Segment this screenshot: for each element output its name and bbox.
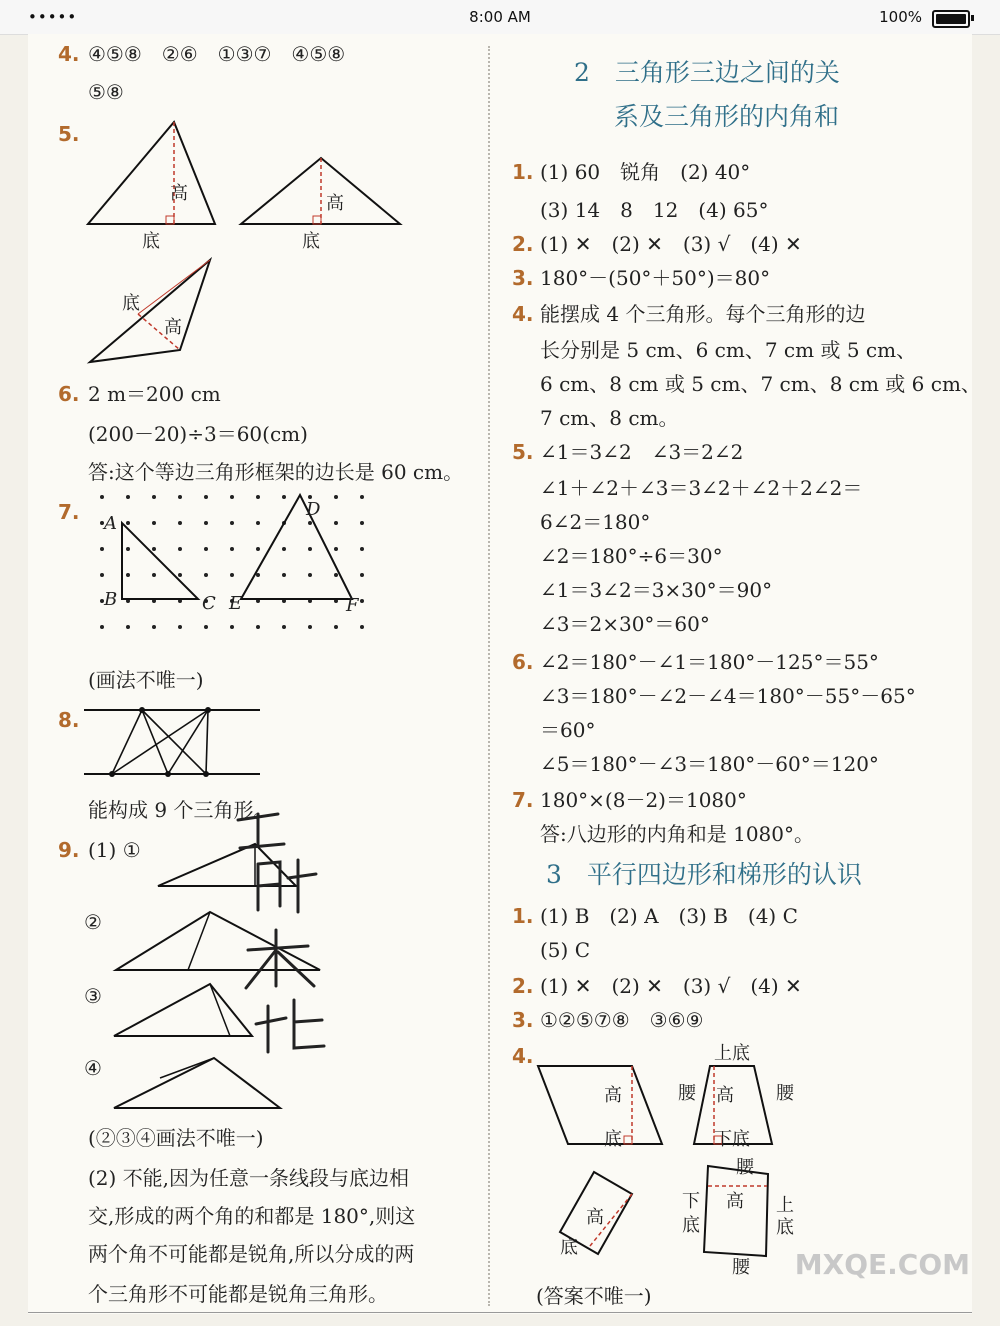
q9-part2-line1: (2) 不能,因为任意一条线段与底边相 [88, 1166, 410, 1190]
grid-dot [100, 547, 104, 551]
rot-trap-leg-top: 腰 [736, 1157, 754, 1178]
s3-q2-line1: (1) ✕ (2) ✕ (3) √ (4) ✕ [540, 974, 802, 998]
grid-dot [256, 573, 260, 577]
q9-case4: ④ [84, 1056, 102, 1080]
grid-dot [360, 547, 364, 551]
q7-number: 7. [58, 500, 80, 524]
rot-trap-bottom-1: 下 [682, 1191, 700, 1212]
s2-q7-line1: 180°×(8－2)＝1080° [540, 788, 747, 812]
s2-q1-line1: (1) 60 锐角 (2) 40° [540, 160, 751, 184]
s2-q4-line3: 6 cm、8 cm 或 5 cm、7 cm、8 cm 或 6 cm、 [540, 372, 981, 396]
label-E: E [229, 593, 243, 614]
grid-dot [178, 547, 182, 551]
s2-q6-line3: ＝60° [540, 718, 596, 742]
grid-dot [178, 625, 182, 629]
q5-figures [80, 118, 480, 368]
q4-line2: ⑤⑧ [88, 80, 124, 104]
grid-dot [308, 625, 312, 629]
signal-icon: ••••• [28, 8, 78, 26]
s2-q6-line2: ∠3＝180°－∠2－∠4＝180°－55°－65° [540, 684, 916, 708]
s2-q5-line4: ∠2＝180°÷6＝30° [540, 544, 723, 568]
grid-dot [360, 495, 364, 499]
parallelogram [538, 1066, 662, 1144]
label-D: D [306, 499, 321, 520]
s2-q1-number: 1. [512, 160, 534, 184]
grid-dot [204, 547, 208, 551]
label-C: C [202, 593, 216, 614]
grid-dot [360, 521, 364, 525]
page-bottom-rule [28, 1312, 972, 1313]
q9-part1: (1) ① [88, 838, 141, 862]
para-height-label: 高 [604, 1085, 622, 1106]
acute-triangle [88, 122, 215, 224]
oblique-triangle [90, 260, 210, 362]
rot-trap-height: 高 [726, 1191, 744, 1212]
q9-case2: ② [84, 910, 102, 934]
s2-q6-line1: ∠2＝180°－∠1＝180°－125°＝55° [540, 650, 879, 674]
rot-para-base: 底 [560, 1237, 578, 1258]
s2-q6-line4: ∠5＝180°－∠3＝180°－60°＝120° [540, 752, 879, 776]
grid-dot [360, 599, 364, 603]
q4-line1: ④⑤⑧ ②⑥ ①③⑦ ④⑤⑧ [88, 42, 346, 66]
s2-q4-line1: 能摆成 4 个三角形。每个三角形的边 [540, 302, 866, 326]
handwriting-scribble [228, 800, 338, 1060]
grid-dot [230, 521, 234, 525]
grid-dot [308, 573, 312, 577]
s2-q2-number: 2. [512, 232, 534, 256]
s2-q5-line2: ∠1＋∠2＋∠3＝3∠2＋∠2＋2∠2＝ [540, 476, 863, 500]
s2-q5-line6: ∠3＝2×30°＝60° [540, 612, 710, 636]
grid-dot [334, 573, 338, 577]
grid-dot [256, 625, 260, 629]
q8-answer: 能构成 9 个三角形。 [88, 798, 274, 822]
q9-part2-line3: 两个角不可能都是锐角,所以分成的两 [88, 1242, 415, 1266]
s3-q1-line2: (5) C [540, 938, 590, 962]
rot-trap-top-1: 上 [776, 1195, 794, 1216]
grid-dot [204, 625, 208, 629]
trap-height-label: 高 [716, 1085, 734, 1106]
grid-dot [230, 495, 234, 499]
s2-q4-number: 4. [512, 302, 534, 326]
label-B: B [104, 589, 118, 610]
q5-height-2: 高 [326, 193, 344, 214]
s2-q5-line3: 6∠2＝180° [540, 510, 651, 534]
q9-part2-line2: 交,形成的两个角的和都是 180°,则这 [88, 1204, 416, 1228]
s2-q7-line2: 答:八边形的内角和是 1080°。 [540, 822, 814, 846]
s3-q3-line1: ①②⑤⑦⑧ ③⑥⑨ [540, 1008, 704, 1032]
s2-q5-number: 5. [512, 440, 534, 464]
grid-dot [126, 495, 130, 499]
q9-number: 9. [58, 838, 80, 862]
q5-number: 5. [58, 122, 80, 146]
s3-q1-number: 1. [512, 904, 534, 928]
grid-dot [334, 521, 338, 525]
grid-dot [152, 495, 156, 499]
grid-dot [256, 495, 260, 499]
grid-dot [334, 547, 338, 551]
column-divider [488, 46, 490, 1306]
q4-number: 4. [58, 42, 80, 66]
q5-base-2: 底 [302, 231, 320, 252]
s2-q1-line2: (3) 14 8 12 (4) 65° [540, 198, 769, 222]
q8-number: 8. [58, 708, 80, 732]
grid-dot [126, 573, 130, 577]
trap-leg-right: 腰 [776, 1083, 794, 1104]
section2-title-line2: 系及三角形的内角和 [614, 102, 840, 131]
status-bar [0, 0, 1000, 35]
rot-trap-leg-bottom: 腰 [732, 1257, 750, 1278]
grid-dot [100, 573, 104, 577]
right-triangle-abc [122, 523, 198, 599]
s3-q4-number: 4. [512, 1044, 534, 1068]
grid-dot [152, 547, 156, 551]
rot-trap-top-2: 底 [776, 1217, 794, 1238]
isosceles-triangle-def [241, 495, 352, 599]
grid-dot [126, 547, 130, 551]
s2-q4-line2: 长分别是 5 cm、6 cm、7 cm 或 5 cm、 [540, 338, 917, 362]
grid-dot [230, 625, 234, 629]
grid-dot [360, 573, 364, 577]
q6-line1: 2 m＝200 cm [88, 382, 221, 406]
grid-dot [230, 573, 234, 577]
grid-dot [152, 573, 156, 577]
q5-base-1: 底 [142, 231, 160, 252]
trap-bottom-label: 下底 [714, 1129, 750, 1150]
grid-dot [334, 625, 338, 629]
grid-dot [282, 547, 286, 551]
grid-dot [100, 495, 104, 499]
grid-dot [360, 625, 364, 629]
grid-dot [152, 521, 156, 525]
s3-q3-number: 3. [512, 1008, 534, 1032]
q6-line3: 答:这个等边三角形框架的边长是 60 cm。 [88, 460, 464, 484]
para-base-label: 底 [604, 1129, 622, 1150]
rot-para-height: 高 [586, 1207, 604, 1228]
trap-top-label: 上底 [714, 1043, 750, 1064]
section2-title-line1: 2 三角形三边之间的关 [574, 58, 840, 87]
grid-dot [178, 521, 182, 525]
q8-figure [84, 706, 264, 778]
s3-q1-line1: (1) B (2) A (3) B (4) C [540, 904, 798, 928]
q7-dot-grid [90, 495, 390, 670]
s2-q3-number: 3. [512, 266, 534, 290]
section3-title: 3 平行四边形和梯形的认识 [546, 860, 862, 889]
grid-dot [204, 495, 208, 499]
s2-q7-number: 7. [512, 788, 534, 812]
grid-dot [256, 547, 260, 551]
q9-case3: ③ [84, 984, 102, 1008]
label-F: F [346, 595, 359, 616]
s3-q4-note: (答案不唯一) [536, 1284, 652, 1308]
s2-q5-line5: ∠1＝3∠2＝3×30°＝90° [540, 578, 773, 602]
q5-base-3: 底 [122, 293, 140, 314]
grid-dot [282, 495, 286, 499]
q6-line2: (200－20)÷3＝60(cm) [88, 422, 308, 446]
s2-q4-line4: 7 cm、8 cm。 [540, 406, 679, 430]
q9-note: (②③④画法不唯一) [88, 1126, 264, 1150]
q9-part2-line4: 个三角形不可能都是锐角三角形。 [88, 1282, 388, 1306]
grid-dot [178, 495, 182, 499]
clock: 8:00 AM [469, 8, 531, 26]
grid-dot [126, 521, 130, 525]
s2-q5-line1: ∠1＝3∠2 ∠3＝2∠2 [540, 440, 744, 464]
battery-icon [932, 10, 970, 28]
s2-q2-line1: (1) ✕ (2) ✕ (3) √ (4) ✕ [540, 232, 802, 256]
rot-trap-bottom-2: 底 [682, 1215, 700, 1236]
grid-dot [308, 547, 312, 551]
grid-dot [334, 495, 338, 499]
grid-dot [100, 625, 104, 629]
s2-q6-number: 6. [512, 650, 534, 674]
q7-note: (画法不唯一) [88, 668, 204, 692]
s2-q3-line1: 180°－(50°＋50°)＝80° [540, 266, 771, 290]
s3-q2-number: 2. [512, 974, 534, 998]
trap-leg-left: 腰 [678, 1083, 696, 1104]
grid-dot [178, 573, 182, 577]
q5-height-1: 高 [170, 183, 188, 204]
grid-dot [256, 521, 260, 525]
grid-dot [282, 573, 286, 577]
q6-number: 6. [58, 382, 80, 406]
q5-height-3: 高 [164, 317, 182, 338]
grid-dot [282, 625, 286, 629]
grid-dot [126, 625, 130, 629]
label-A: A [104, 513, 117, 534]
grid-dot [152, 625, 156, 629]
battery-level: 100% [879, 8, 922, 26]
grid-dot [204, 573, 208, 577]
grid-dot [204, 521, 208, 525]
grid-dot [230, 547, 234, 551]
watermark: MXQE.COM [794, 1248, 970, 1281]
